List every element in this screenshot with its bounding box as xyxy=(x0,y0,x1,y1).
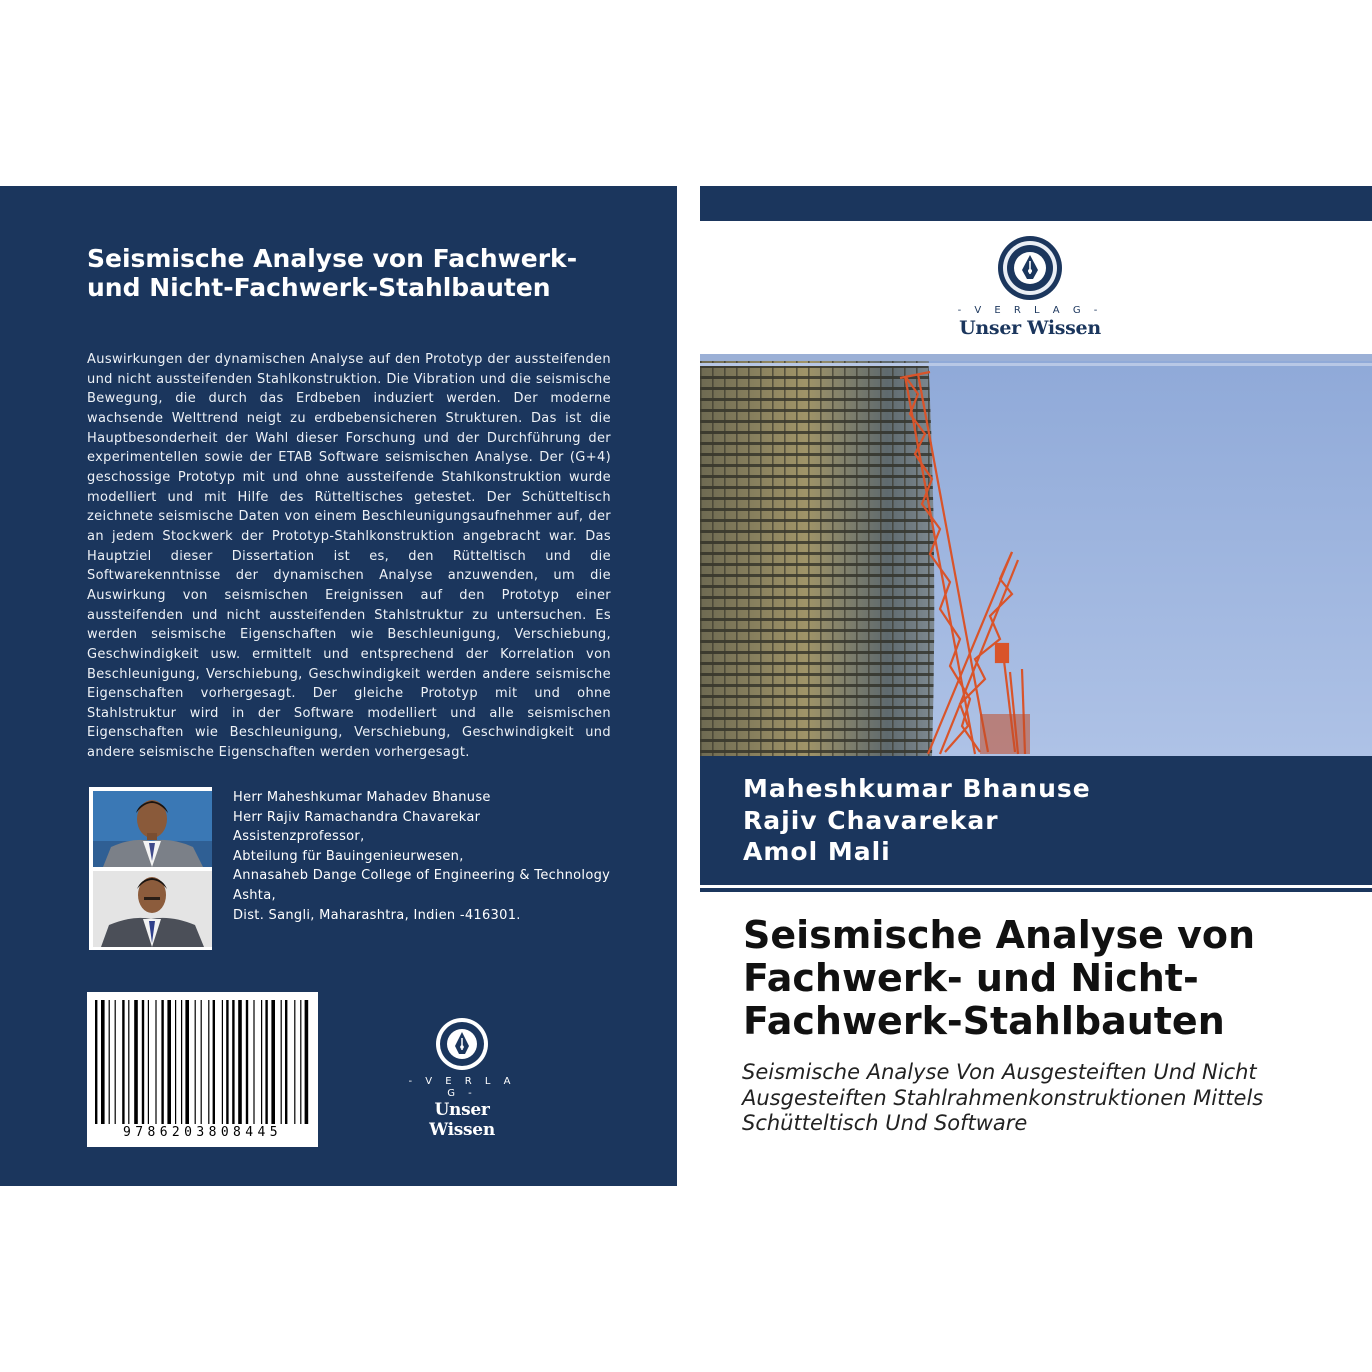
front-authors xyxy=(743,773,1091,868)
barcode-bar xyxy=(142,1000,144,1124)
pen-nib-icon xyxy=(434,1016,490,1072)
publisher-name: Unser Wissen xyxy=(959,317,1101,339)
publisher-verlag-label: - V E R L A G - xyxy=(957,305,1103,316)
barcode-bar xyxy=(246,1000,248,1124)
back-cover xyxy=(0,186,677,1186)
front-cover-title: Seismische Analyse von Fachwerk- und Nicht-Fachwerk-Stahlbauten xyxy=(743,913,1256,1043)
barcode-bar xyxy=(226,1000,228,1124)
author-info-line: Abteilung für Bauingenieurwesen, xyxy=(233,848,464,864)
barcode-bar xyxy=(167,1000,171,1124)
barcode-bar xyxy=(294,1000,295,1124)
isbn-number: 9786203808445 xyxy=(123,1125,282,1140)
barcode-bar xyxy=(300,1000,301,1124)
barcode-bar xyxy=(305,1000,309,1124)
barcode-bar xyxy=(232,1000,234,1124)
barcode-bar xyxy=(265,1000,267,1124)
barcode-bar xyxy=(95,1000,97,1124)
barcode-bar xyxy=(134,1000,138,1124)
author-name: Amol Mali xyxy=(743,837,891,866)
title-divider xyxy=(700,888,1372,892)
author-info-line: Assistenzprofessor, xyxy=(233,829,365,845)
author-photo xyxy=(93,791,212,867)
barcode xyxy=(87,992,318,1147)
barcode-bar xyxy=(122,1000,124,1124)
author-info-line: Ashta, xyxy=(233,887,276,903)
author-info-line: Herr Rajiv Ramachandra Chavarekar xyxy=(233,809,481,825)
barcode-bar xyxy=(238,1000,242,1124)
barcode-bar xyxy=(271,1000,275,1124)
barcode-bar xyxy=(181,1000,182,1124)
back-cover-title: Seismische Analyse von Fachwerk- und Nicht-Fachwerk-Stahlbauten xyxy=(87,244,578,302)
author-name: Rajiv Chavarekar xyxy=(743,805,999,835)
barcode-bars xyxy=(93,1000,312,1124)
barcode-bar xyxy=(285,1000,287,1124)
authors-band xyxy=(700,756,1372,885)
barcode-bar xyxy=(161,1000,163,1124)
author-name: Maheshkumar Bhanuse xyxy=(743,774,1091,803)
barcode-bar xyxy=(128,1000,129,1124)
publisher-verlag-label: - V E R L A G - xyxy=(408,1076,516,1099)
barcode-bar xyxy=(155,1000,156,1124)
barcode-bar xyxy=(101,1000,105,1124)
publisher-logo-back xyxy=(402,1016,522,1140)
decorative-stripe xyxy=(700,354,1372,361)
author-info xyxy=(233,788,623,925)
barcode-bar xyxy=(201,1000,202,1124)
back-cover-blurb: Auswirkungen der dynamischen Analyse auf den Prototyp der aussteifenden und nicht aussteifenden Stahlkonstruktion. Die Vibration und die seismische Bewegung, die durch das Erdbeben induziert werden. Der moderne wachsende Welttrend neigt zu erdbebensicheren Strukturen. Das ist die Hauptbesonderheit der Wahl dieser Forschung und der Durchführung der experimentellen sowie der ETAB Software seismischen Analyse. Der (G+4) geschossige Prototyp mit und ohne aussteifende Stahlkonstruktion wurde modelliert und mit Hilfe des Rütteltisches getestet. Der Schütteltisch zeichnete seismische Daten von einem Beschleunigungsaufnehmer auf, der an jedem Stockwerk der Prototyp-Stahlkonstruktion angebracht war. Das Hauptziel dieser Dissertation ist es, den Rütteltisch und die Softwarekenntnisse der dynamischen Analyse anzuwenden, um die Auswirkung von seismischen Ereignissen auf den Prototyp einer aussteifenden und nicht aussteifenden Stahlstruktur zu untersuchen. Es werden seismische Eigenschaften wie Beschleunigung, Verschiebung, Geschwindigkeit usw. ermittelt und entsprechend der Korrelation von Beschleunigung, Verschiebung, Geschwindigkeit werden andere seismische Eigenschaften vorhergesagt. Der gleiche Prototyp mit und ohne Stahlstruktur wird in der Software modelliert und alle seismischen Eigenschaften wie Beschleunigung, Verschiebung, Geschwindigkeit und andere seismische Eigenschaften werden vorhergesagt. xyxy=(87,352,611,761)
author-info-line: Dist. Sangli, Maharashtra, Indien -416301. xyxy=(233,907,521,923)
front-cover-subtitle: Seismische Analyse Von Ausgesteiften Und Nicht Ausgesteiften Stahlrahmenkonstruktionen Mittels Schütteltisch Und Software xyxy=(742,1060,1264,1135)
barcode-bar xyxy=(261,1000,262,1124)
barcode-bar xyxy=(281,1000,282,1124)
barcode-bar xyxy=(175,1000,176,1124)
decorative-stripe xyxy=(700,363,1372,366)
cover-photo-building-cranes xyxy=(700,354,1372,756)
barcode-bar xyxy=(208,1000,209,1124)
front-cover-top-bar xyxy=(700,186,1372,221)
barcode-bar xyxy=(115,1000,116,1124)
author-photos xyxy=(89,787,212,950)
barcode-bar xyxy=(185,1000,189,1124)
author-info-line: Annasaheb Dange College of Engineering & Technology xyxy=(233,868,611,884)
barcode-bar xyxy=(222,1000,223,1124)
barcode-bar xyxy=(148,1000,149,1124)
barcode-bar xyxy=(213,1000,215,1124)
barcode-bar xyxy=(195,1000,196,1124)
barcode-bar xyxy=(109,1000,110,1124)
publisher-name: Unser Wissen xyxy=(429,1100,495,1140)
author-photo xyxy=(93,871,212,947)
author-info-line: Herr Maheshkumar Mahadev Bhanuse xyxy=(233,790,491,805)
barcode-bar xyxy=(253,1000,254,1124)
pen-nib-icon xyxy=(997,235,1063,301)
publisher-logo-front xyxy=(950,235,1110,345)
